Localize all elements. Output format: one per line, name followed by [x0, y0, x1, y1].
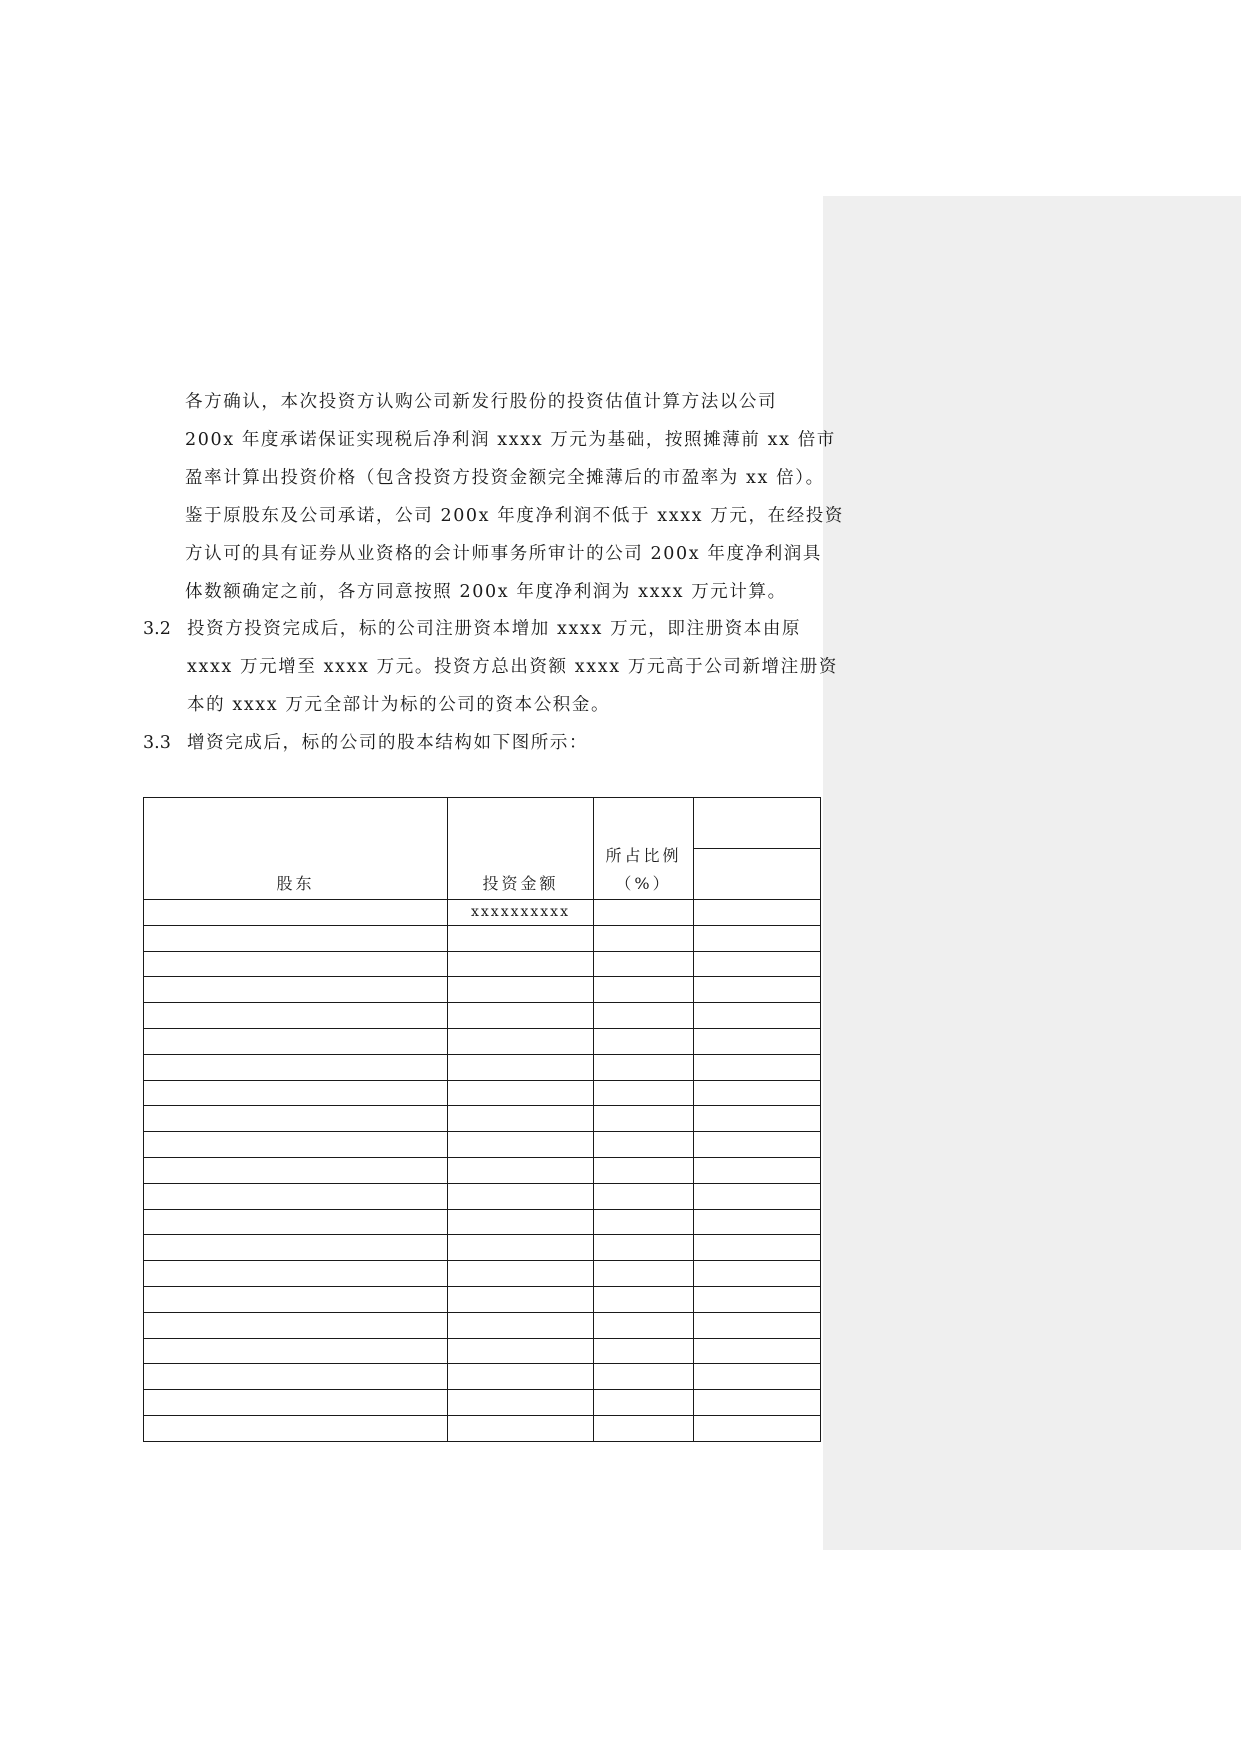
table-row — [144, 1209, 821, 1235]
table-cell — [594, 1157, 694, 1183]
table-cell — [694, 1364, 821, 1390]
table-cell — [448, 1286, 594, 1312]
table-cell — [448, 1003, 594, 1029]
table-cell — [694, 900, 821, 926]
table-row — [144, 1338, 821, 1364]
table-cell — [448, 1209, 594, 1235]
table-cell — [694, 1338, 821, 1364]
table-cell — [144, 1312, 448, 1338]
table-cell — [694, 1312, 821, 1338]
table-cell — [144, 1390, 448, 1416]
table-row — [144, 1235, 821, 1261]
table-cell — [448, 1364, 594, 1390]
table-row — [144, 1054, 821, 1080]
table-row — [144, 1106, 821, 1132]
table-cell — [144, 1415, 448, 1441]
table-cell — [694, 1415, 821, 1441]
table-cell — [144, 1157, 448, 1183]
table-cell — [144, 1183, 448, 1209]
table-cell — [594, 1312, 694, 1338]
table-cell — [448, 1183, 594, 1209]
table-cell — [594, 1286, 694, 1312]
table-cell — [694, 925, 821, 951]
table-cell — [694, 977, 821, 1003]
header-empty-cell — [694, 798, 821, 849]
table-cell — [694, 1003, 821, 1029]
text-line: 体数额确定之前，各方同意按照 200x 年度净利润为 xxxx 万元计算。 — [185, 582, 787, 602]
table-cell — [594, 1028, 694, 1054]
table-cell — [448, 951, 594, 977]
table-header-row — [144, 798, 821, 849]
table-row — [144, 1390, 821, 1416]
table-cell — [694, 1132, 821, 1158]
table-cell — [694, 1028, 821, 1054]
equity-structure-table — [143, 797, 821, 1442]
clause-3-3-body — [187, 724, 588, 762]
header-shareholder: 股东 — [144, 798, 448, 900]
table-cell — [594, 900, 694, 926]
table-cell — [448, 1028, 594, 1054]
paragraph-3-1-body — [185, 383, 844, 611]
table-cell — [144, 1209, 448, 1235]
table-cell — [448, 1338, 594, 1364]
table-cell — [144, 1338, 448, 1364]
table-cell — [694, 1106, 821, 1132]
table-cell — [448, 1415, 594, 1441]
table-cell — [144, 1003, 448, 1029]
table-cell — [144, 977, 448, 1003]
table-cell — [448, 1261, 594, 1287]
table-cell — [594, 951, 694, 977]
table-row — [144, 1286, 821, 1312]
table-row — [144, 1157, 821, 1183]
text-line: 投资方投资完成后，标的公司注册资本增加 xxxx 万元，即注册资本由原 — [187, 619, 802, 639]
table-cell — [594, 1209, 694, 1235]
table-cell — [594, 1183, 694, 1209]
text-line: 增资完成后，标的公司的股本结构如下图所示： — [187, 733, 589, 753]
table-cell — [594, 1054, 694, 1080]
amount-cell: xxxxxxxxxx — [448, 900, 594, 926]
table-cell — [144, 1235, 448, 1261]
table-row — [144, 1364, 821, 1390]
table-cell — [694, 1183, 821, 1209]
table-cell — [694, 1261, 821, 1287]
text-line: 盈率计算出投资价格（包含投资方投资金额完全摊薄后的市盈率为 xx 倍）。 — [185, 468, 825, 488]
table-cell — [144, 1028, 448, 1054]
table-cell — [594, 1003, 694, 1029]
table-cell — [448, 1106, 594, 1132]
table-cell — [448, 1054, 594, 1080]
table-cell — [694, 1157, 821, 1183]
table-cell — [594, 1364, 694, 1390]
text-line: 本的 xxxx 万元全部计为标的公司的资本公积金。 — [187, 695, 611, 715]
table-cell — [144, 1364, 448, 1390]
table-cell — [594, 1235, 694, 1261]
table-cell — [144, 1286, 448, 1312]
table-row — [144, 1003, 821, 1029]
table-cell — [694, 1054, 821, 1080]
table-cell — [594, 1390, 694, 1416]
header-ratio: 所占比例 （%） — [594, 798, 694, 900]
table-row — [144, 1183, 821, 1209]
table-cell — [448, 1235, 594, 1261]
table-cell — [448, 1080, 594, 1106]
header-amount: 投资金额 — [448, 798, 594, 900]
table-row — [144, 977, 821, 1003]
text-line: 方认可的具有证券从业资格的会计师事务所审计的公司 200x 年度净利润具 — [185, 544, 822, 564]
table-row — [144, 1261, 821, 1287]
table-cell — [594, 1415, 694, 1441]
table-cell — [144, 925, 448, 951]
table-cell — [694, 1390, 821, 1416]
table-cell — [144, 951, 448, 977]
table-cell — [448, 1157, 594, 1183]
table-cell — [594, 1080, 694, 1106]
table-cell — [144, 1106, 448, 1132]
table-cell — [594, 925, 694, 951]
table-row — [144, 1028, 821, 1054]
table-cell — [694, 1080, 821, 1106]
table-cell — [694, 1209, 821, 1235]
text-line: 200x 年度承诺保证实现税后净利润 xxxx 万元为基础，按照摊薄前 xx 倍市 — [185, 430, 836, 450]
table-cell — [144, 900, 448, 926]
table-cell — [448, 925, 594, 951]
table-row — [144, 900, 821, 926]
table-cell — [594, 1132, 694, 1158]
text-line: xxxx 万元增至 xxxx 万元。投资方总出资额 xxxx 万元高于公司新增注册资 — [187, 657, 838, 677]
clause-3-2-body — [187, 610, 838, 724]
table-cell — [594, 1106, 694, 1132]
table-row — [144, 925, 821, 951]
clause-number: 3.2 — [143, 619, 171, 639]
table-cell — [448, 1312, 594, 1338]
table-cell — [694, 1286, 821, 1312]
table-row — [144, 1080, 821, 1106]
table-cell — [694, 1235, 821, 1261]
comment-pane — [823, 196, 1241, 1550]
clause-number: 3.3 — [143, 733, 171, 753]
table-cell — [448, 1390, 594, 1416]
header-empty-cell — [694, 849, 821, 900]
table-row — [144, 1132, 821, 1158]
table-cell — [594, 977, 694, 1003]
table-cell — [448, 1132, 594, 1158]
table-cell — [144, 1132, 448, 1158]
table-row — [144, 1312, 821, 1338]
table-cell — [694, 951, 821, 977]
table-cell — [594, 1261, 694, 1287]
table-cell — [144, 1261, 448, 1287]
table-cell — [594, 1338, 694, 1364]
text-line: 鉴于原股东及公司承诺，公司 200x 年度净利润不低于 xxxx 万元，在经投资 — [185, 506, 844, 526]
table-cell — [144, 1080, 448, 1106]
table-row — [144, 1415, 821, 1441]
table-cell — [448, 977, 594, 1003]
table-cell — [144, 1054, 448, 1080]
table-row — [144, 951, 821, 977]
text-line: 各方确认，本次投资方认购公司新发行股份的投资估值计算方法以公司 — [185, 392, 778, 412]
